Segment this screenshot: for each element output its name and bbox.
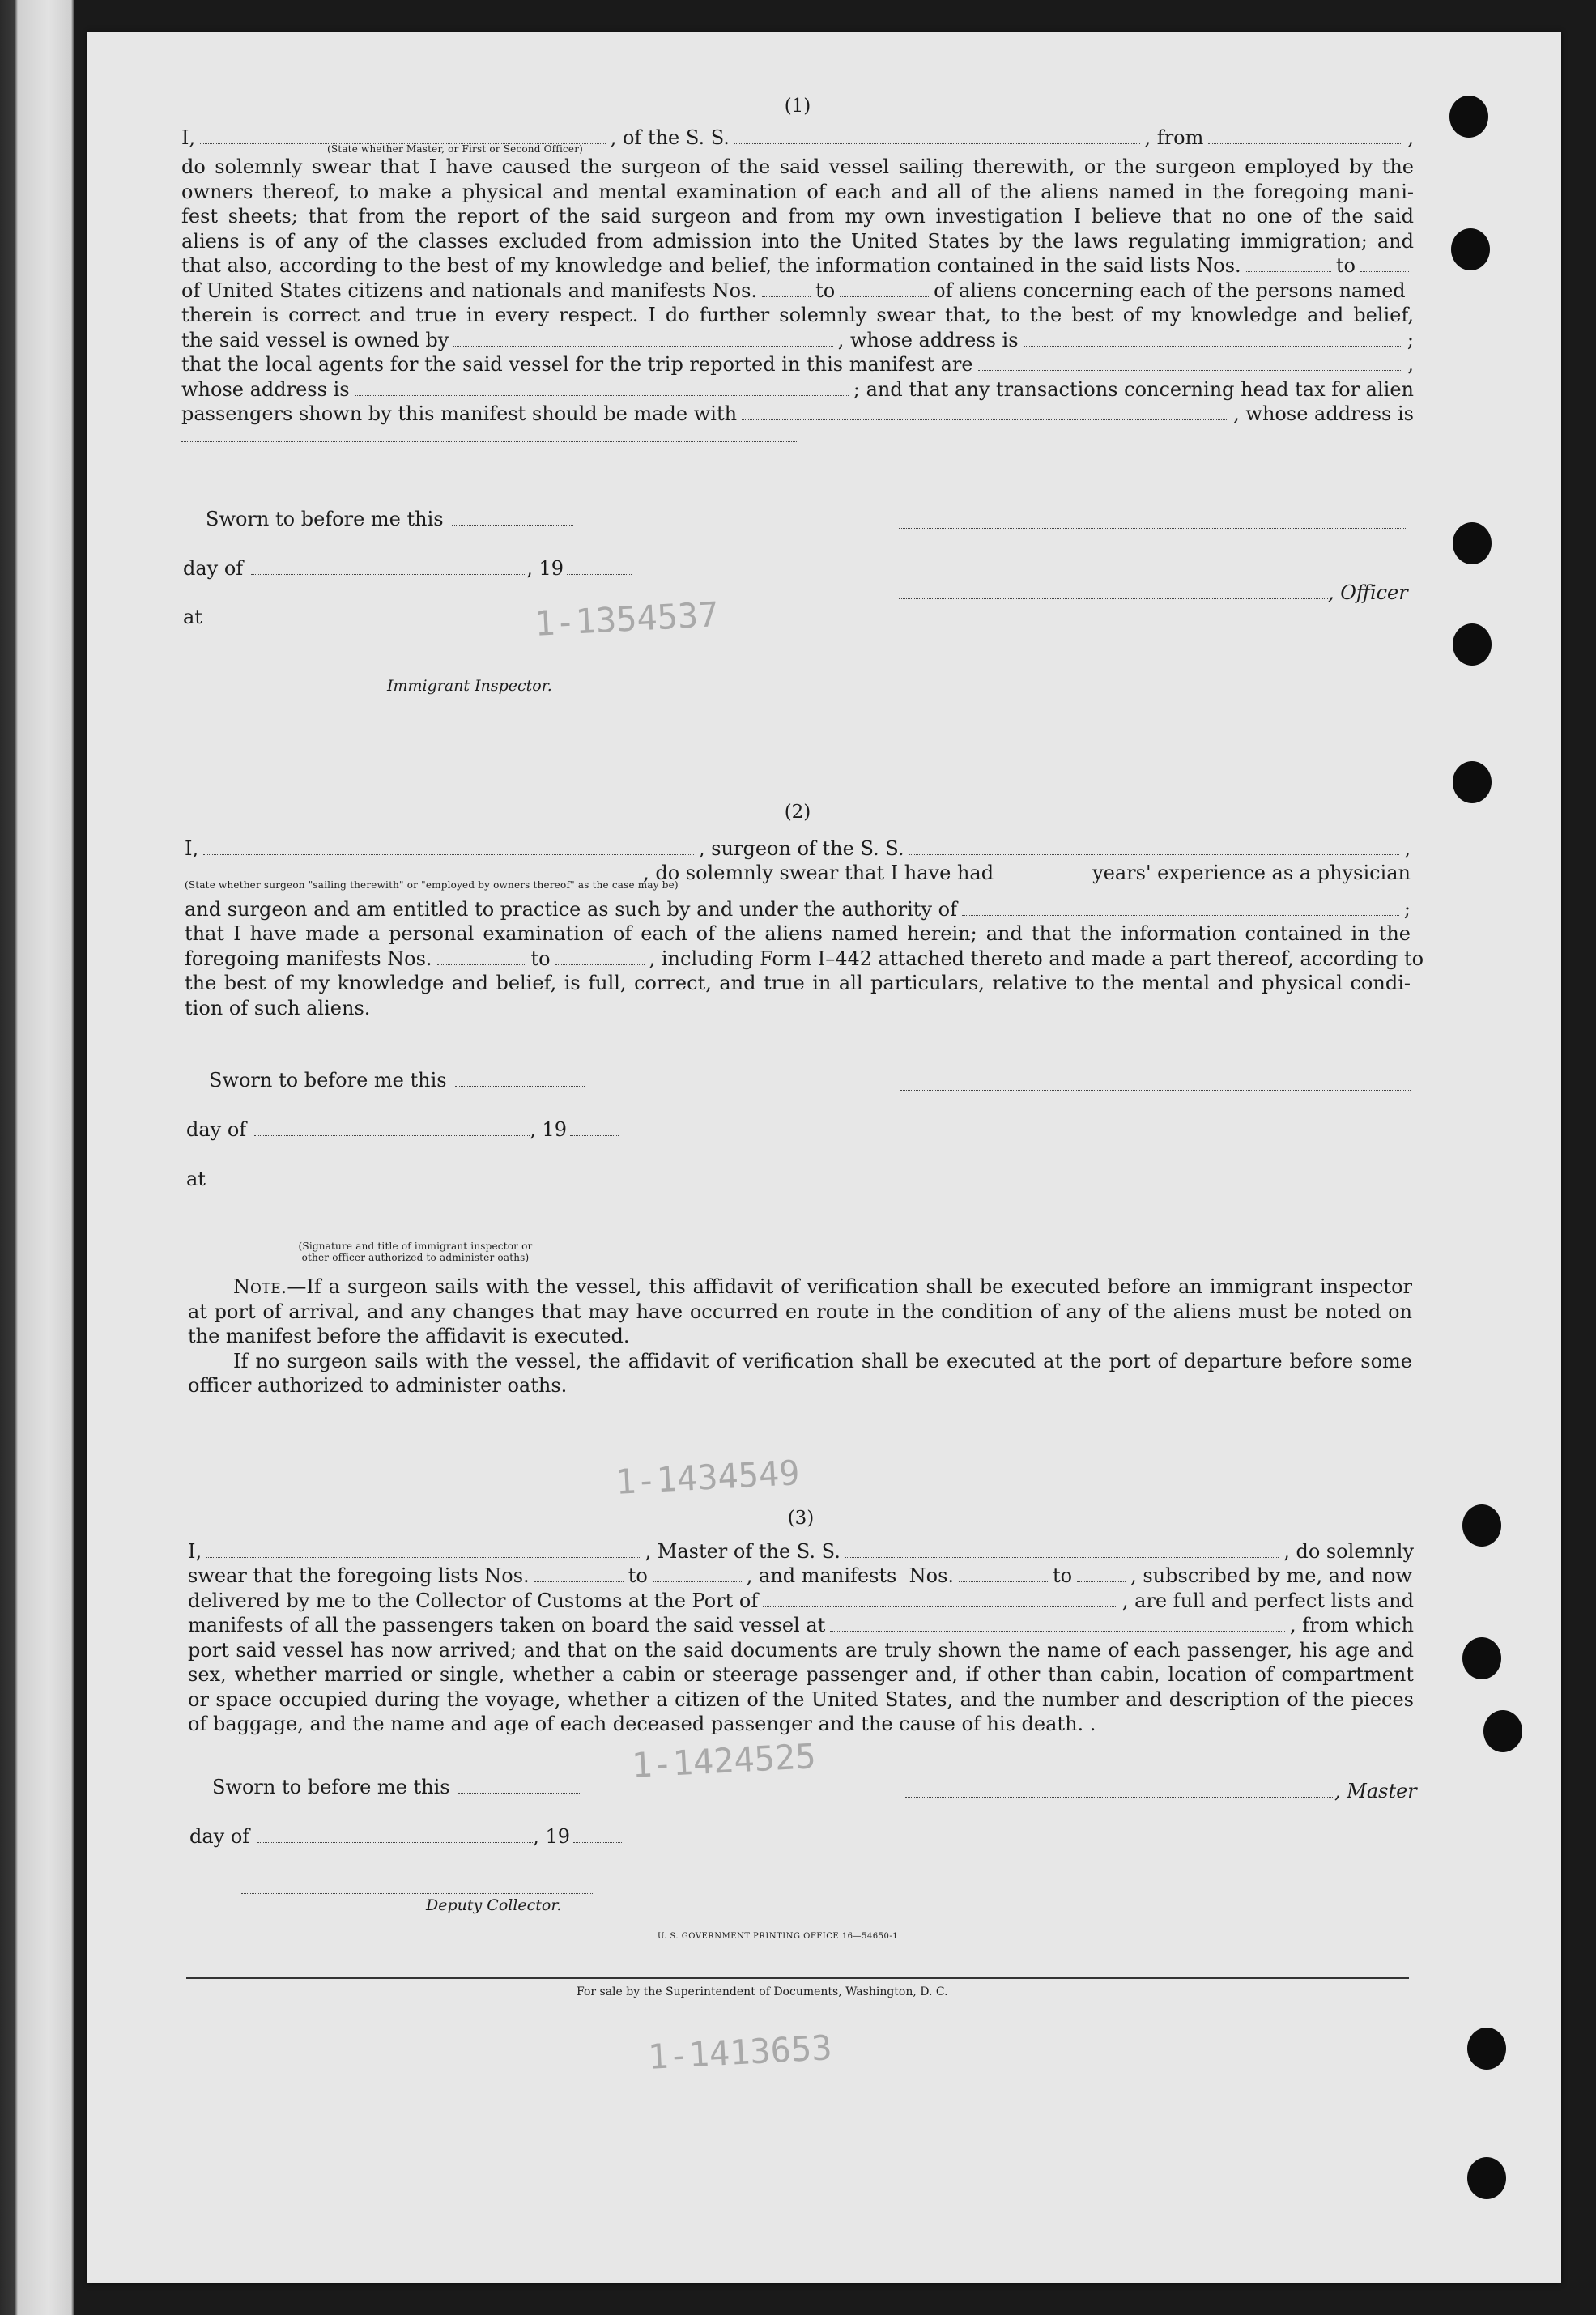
section-number: (2) [784, 802, 811, 823]
master-list-to-field[interactable] [653, 1567, 742, 1582]
surgeon-manifest-from-field[interactable] [437, 950, 526, 965]
punch-hole [1453, 623, 1492, 666]
punch-hole [1451, 228, 1490, 270]
section-number: (3) [787, 1508, 815, 1529]
master-manifest-from-field[interactable] [959, 1567, 1048, 1582]
sworn-date-field[interactable] [458, 1777, 580, 1794]
inspector-caption: Immigrant Inspector. [387, 677, 552, 695]
officer-name-field[interactable] [200, 129, 606, 144]
vessel-name-field[interactable] [734, 129, 1140, 144]
manifests-line: of United States citizens and nationals and manifests Nos. to of aliens concerning each of the persons named [181, 279, 1406, 302]
for-sale-notice: For sale by the Superintendent of Documents, Washington, D. C. [577, 1985, 948, 1998]
note-paragraph-1: Note.—If a surgeon sails with the vessel, this affidavit of verification shall be executed before an immigrant inspector at port of arrival, and any changes that may have occurred en route in the condition of any of the aliens must be noted on the manifest before the affidavit is executed. [188, 1275, 1412, 1347]
manifest-number-from-field[interactable] [762, 282, 811, 297]
master-text-line: of baggage, and the name and age of each deceased passenger and the cause of his death. . [188, 1713, 1096, 1735]
agents-address-field[interactable] [355, 381, 849, 396]
field-caption: (State whether Master, or First or Second Officer) [327, 143, 584, 155]
surgeon-text-line: tion of such aliens. [185, 996, 371, 1019]
inspector-signature-field[interactable] [236, 657, 585, 674]
port-from-field[interactable] [1208, 129, 1402, 144]
list-number-to-field[interactable] [1360, 257, 1409, 272]
surgeon-name-field[interactable] [203, 840, 694, 855]
surgeon-line-3: and surgeon and am entitled to practice as such by and under the authority of ; [185, 897, 1411, 921]
master-signature-field[interactable] [905, 1781, 1334, 1798]
master-name-field[interactable] [206, 1543, 640, 1558]
month-field[interactable] [254, 1119, 530, 1136]
punch-hole [1449, 96, 1488, 138]
master-manifest-to-field[interactable] [1077, 1567, 1126, 1582]
sworn-date-field[interactable] [455, 1070, 585, 1087]
punch-hole [1453, 522, 1492, 564]
oath-text-line: fest sheets; that from the report of the said surgeon and from my own investigation I believe that no one of the said [181, 205, 1414, 228]
head-tax-line: passengers shown by this manifest should be made with , whose address is [181, 402, 1414, 425]
year-field[interactable] [573, 1826, 622, 1843]
month-field[interactable] [257, 1826, 533, 1843]
port-of-arrival-field[interactable] [763, 1592, 1117, 1607]
note-block [188, 1275, 1412, 1398]
manifest-number-to-field[interactable] [840, 282, 929, 297]
local-agents-field[interactable] [978, 355, 1403, 371]
signature-caption: (Signature and title of immigrant inspector or other officer authorized to administer oaths) [298, 1240, 533, 1263]
master-line-2: swear that the foregoing lists Nos. to , and manifests Nos. to , subscribed by me, and now [188, 1564, 1412, 1587]
owned-by-line: the said vessel is owned by , whose address is ; [181, 328, 1414, 351]
master-line-1: I, , Master of the S. S. , do solemnly [188, 1539, 1415, 1563]
year-field[interactable] [570, 1119, 619, 1136]
lists-line: that also, according to the best of my knowledge and belief, the information contained in the said lists Nos. to [181, 253, 1414, 279]
master-text-line: port said vessel has now arrived; and that on the said documents are truly shown the name of each passenger, his age and [188, 1638, 1414, 1662]
agents-address-line: whose address is ; and that any transactions concerning head tax for alien [181, 377, 1414, 401]
month-field[interactable] [251, 558, 526, 575]
bleed-through-number: 1-1434549 [614, 1453, 801, 1502]
punch-hole [1483, 1710, 1522, 1752]
head-tax-address-line [181, 427, 1414, 452]
punch-hole [1467, 2157, 1506, 2199]
surgeon-line-1: I, , surgeon of the S. S. , [185, 836, 1411, 860]
officer-signature-line[interactable] [899, 512, 1406, 529]
bleed-through-number: 1-1413653 [646, 2028, 833, 2077]
deputy-collector-caption: Deputy Collector. [426, 1896, 562, 1914]
list-number-from-field[interactable] [1246, 257, 1331, 272]
punch-hole [1462, 1504, 1501, 1547]
owner-address-field[interactable] [1024, 331, 1402, 347]
surgeon-status-field[interactable] [185, 864, 638, 879]
at-line: at [183, 606, 585, 628]
master-vessel-field[interactable] [845, 1543, 1279, 1558]
punch-hole [1467, 2028, 1506, 2070]
master-list-from-field[interactable] [534, 1567, 624, 1582]
licensing-authority-field[interactable] [962, 900, 1399, 916]
surgeon-text-line: that I have made a personal examination of each of the aliens named herein; and that the information contained in the [185, 922, 1411, 945]
affidavit-section-3 [188, 1506, 1414, 1737]
note-paragraph-2: If no surgeon sails with the vessel, the affidavit of verification shall be executed at the port of departure before some officer authorized to administer oaths. [188, 1349, 1412, 1397]
master-text-line: sex, whether married or single, whether a cabin or steerage passenger and, if other than cabin, location of compartment [188, 1663, 1414, 1686]
punch-hole [1453, 761, 1492, 803]
oath-line-1: I, , of the S. S. , from , [181, 126, 1415, 149]
head-tax-party-field[interactable] [742, 405, 1228, 420]
section-number: (1) [784, 96, 811, 117]
printing-office-imprint: U. S. GOVERNMENT PRINTING OFFICE 16—54650-1 [658, 1932, 899, 1941]
field-caption: (State whether surgeon "sailing therewith" or "employed by owners thereof" as the case may be) [185, 879, 679, 891]
vessel-owner-field[interactable] [453, 331, 832, 347]
bleed-through-number: 1-1354537 [533, 594, 720, 644]
day-of-line: day of , 19 [183, 557, 632, 580]
administering-officer-signature-field[interactable] [240, 1219, 591, 1236]
punch-hole [1462, 1637, 1501, 1679]
day-of-line: day of , 19 [189, 1825, 622, 1848]
affidavit-section-2 [185, 800, 1424, 1020]
sworn-line: Sworn to before me this [212, 1776, 580, 1798]
bleed-through-number: 1-1424525 [630, 1736, 817, 1785]
surgeon-line-2: , do solemnly swear that I have had years' experience as a physician [185, 861, 1411, 886]
oath-text-line: therein is correct and true in every respect. I do further solemnly swear that, to the best of my knowledge and belief, [181, 304, 1414, 326]
footer-rule [186, 1977, 1409, 1979]
officer-line: , Officer [899, 581, 1408, 604]
surgeon-manifest-to-field[interactable] [555, 950, 645, 965]
place-field[interactable] [212, 606, 585, 623]
left-scan-edge [0, 0, 74, 2315]
sworn-line: Sworn to before me this [206, 508, 573, 530]
place-field[interactable] [215, 1168, 596, 1185]
day-of-line: day of , 19 [186, 1118, 619, 1141]
oath-text-line: do solemnly swear that I have caused the surgeon of the said vessel sailing therewith, or the surgeon employed by the [181, 155, 1414, 178]
year-field[interactable] [567, 558, 632, 575]
sworn-line: Sworn to before me this [209, 1069, 585, 1092]
port-of-embarkation-field[interactable] [830, 1616, 1285, 1632]
at-line: at [186, 1168, 596, 1190]
head-tax-address-field[interactable] [181, 427, 797, 442]
master-text-line: or space occupied during the voyage, whether a citizen of the United States, and the number and description of the pieces [188, 1687, 1414, 1711]
oath-text-line: aliens is of any of the classes excluded from admission into the United States by the laws regulating immigration; and [181, 229, 1414, 253]
officer-signature-field[interactable] [899, 582, 1328, 599]
surgeon-vessel-field[interactable] [909, 840, 1400, 855]
agents-line: that the local agents for the said vessel for the trip reported in this manifest are , [181, 353, 1414, 376]
surgeon-text-line: the best of my knowledge and belief, is full, correct, and true in all particulars, relative to the mental and physical condi- [185, 972, 1411, 994]
master-line-3: delivered by me to the Collector of Customs at the Port of , are full and perfect lists and [188, 1589, 1414, 1612]
oath-text-line: owners thereof, to make a physical and mental examination of each and all of the aliens named in the foregoing mani- [181, 180, 1414, 203]
master-line-4: manifests of all the passengers taken on board the said vessel at , from which [188, 1614, 1414, 1636]
sworn-date-field[interactable] [452, 509, 573, 526]
surgeon-line-5: foregoing manifests Nos. to , including Form I–442 attached thereto and made a part thereof, according to [185, 947, 1424, 970]
affidavit-section-1 [181, 94, 1414, 451]
master-signature-line: , Master [905, 1780, 1417, 1802]
note-label: Note. [233, 1275, 287, 1298]
deputy-collector-signature-field[interactable] [241, 1877, 594, 1894]
years-experience-field[interactable] [998, 864, 1087, 879]
surgeon-oath-signature-field[interactable] [900, 1074, 1411, 1091]
